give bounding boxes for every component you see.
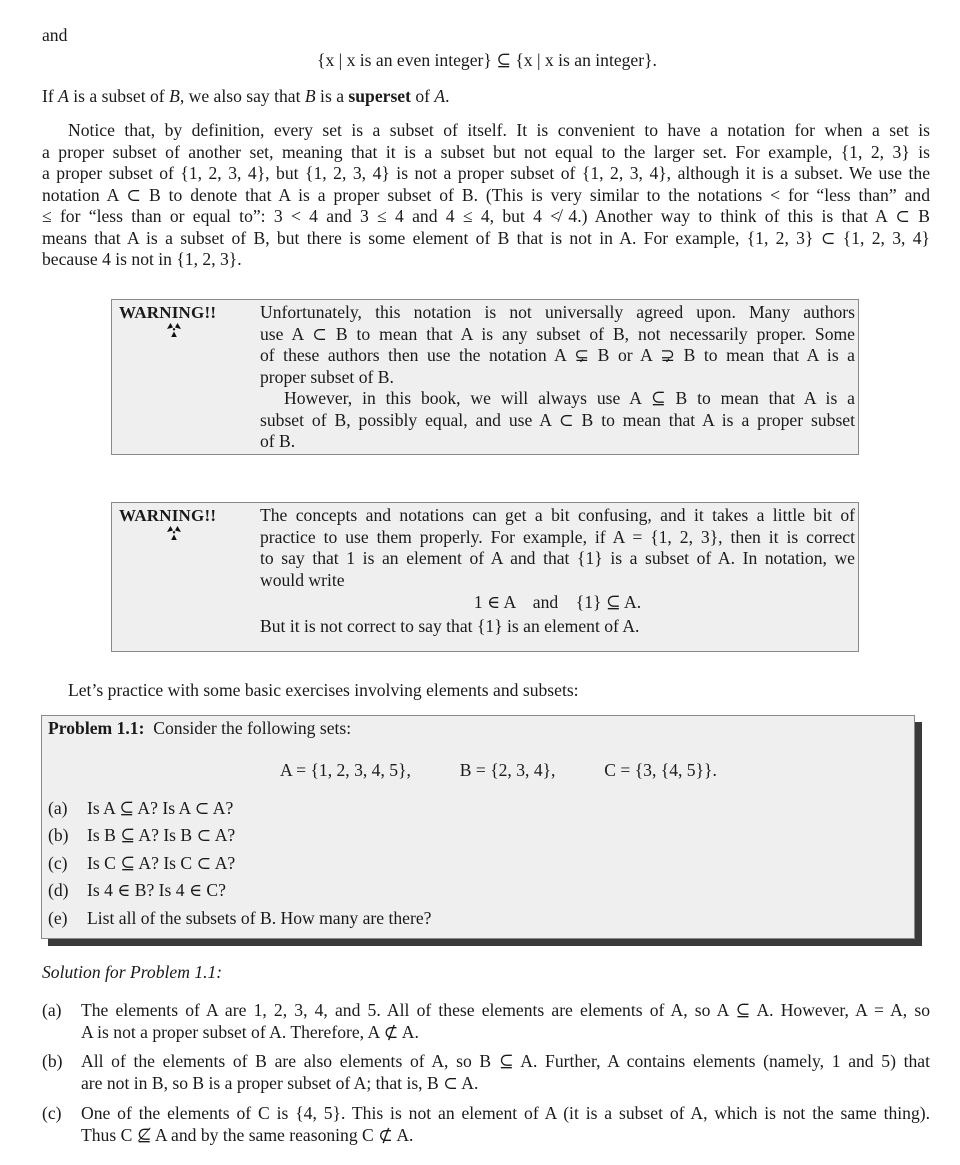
var-a: A — [434, 86, 446, 106]
warning-box-elements-vs-subsets — [111, 502, 859, 652]
solution-line: are not in B, so B is a proper subset of A; that is, B ⊂ A. — [81, 1072, 479, 1093]
part-text: Is A ⊆ A? Is A ⊂ A? — [87, 798, 234, 818]
warning-label: WARNING!! — [119, 506, 217, 525]
warning-line: subset of B, possibly equal, and use A ⊂ B to mean that A is a proper subset — [260, 409, 855, 430]
part-text — [81, 1103, 930, 1146]
part-label: (e) — [48, 908, 68, 928]
paragraph-line: Notice that, by definition, every set is a subset of itself. It is convenient to have a notation for when a set is — [68, 120, 930, 140]
var-b: B — [304, 86, 316, 106]
solution-line: A is not a proper subset of A. Therefore, A ⊄ A. — [81, 1021, 419, 1042]
warning-box-notation — [111, 299, 859, 455]
warning-line: of B. — [260, 431, 296, 451]
practice-intro: Let’s practice with some basic exercises involving elements and subsets: — [68, 680, 579, 700]
part-text — [81, 1051, 930, 1094]
set-b: B = {2, 3, 4}, — [459, 760, 556, 780]
warning-display-math: 1 ∈ A and {1} ⊆ A. — [473, 592, 642, 612]
warning-line: Unfortunately, this notation is not universally agreed upon. Many authors — [260, 302, 855, 322]
problem-part-d — [48, 880, 226, 902]
set-c: C = {3, {4, 5}}. — [604, 760, 717, 780]
solution-line: One of the elements of C is {4, 5}. This is not an element of A (it is a subset of A, which is not the same thing). — [81, 1103, 930, 1123]
part-text: Is C ⊆ A? Is C ⊂ A? — [87, 853, 236, 873]
part-label: (d) — [48, 880, 69, 900]
warning-label: WARNING!! — [119, 303, 217, 322]
part-text: Is 4 ∈ B? Is 4 ∈ C? — [87, 880, 226, 900]
warning-line: to say that 1 is an element of A and that {1} is a subset of A. In notation, we — [260, 548, 855, 568]
problem-part-b — [48, 825, 235, 847]
problem-box — [41, 715, 915, 939]
term-superset: superset — [348, 86, 411, 106]
problem-prompt: Consider the following sets: — [153, 718, 352, 738]
part-text — [81, 1000, 930, 1043]
warning-body — [260, 505, 855, 637]
paragraph-line: notation A ⊂ B to denote that A is a proper subset of B. (This is very similar to the notations < for “less than” and — [42, 184, 930, 205]
solution-heading: Solution for Problem 1.1: — [42, 962, 223, 982]
problem-title: Problem 1.1: — [48, 718, 145, 738]
part-label: (b) — [48, 825, 69, 845]
part-label: (a) — [42, 1000, 62, 1020]
part-text: Is B ⊆ A? Is B ⊂ A? — [87, 825, 236, 845]
paragraph-line: means that A is a subset of B, but there is some element of B that is not in A. For example, {1, 2, 3} ⊂ {1, 2, 3, 4} — [42, 227, 930, 248]
radiation-icon — [166, 525, 182, 541]
problem-header — [48, 718, 351, 740]
superset-definition — [42, 86, 450, 108]
solution-line: Thus C ⊈ A and by the same reasoning C ⊄ A. — [81, 1124, 414, 1145]
warning-line: proper subset of B. — [260, 366, 394, 387]
solution-line: All of the elements of B are also elements of A, so B ⊆ A. Further, A contains elements (namely, 1 and 5) that — [81, 1051, 930, 1071]
text: . — [445, 86, 450, 106]
part-label: (c) — [48, 853, 68, 873]
problem-part-e — [48, 908, 431, 930]
display-equation-even-integers: {x | x is an even integer} ⊆ {x | x is an integer}. — [317, 50, 657, 70]
text: If — [42, 86, 59, 106]
proper-subset-paragraph — [42, 120, 930, 271]
text: , we also say that — [179, 86, 305, 106]
problem-sets — [280, 760, 717, 782]
text: of — [410, 86, 435, 106]
var-a: A — [58, 86, 69, 106]
warning-line: However, in this book, we will always use A ⊆ B to mean that A is a — [284, 388, 855, 408]
warning-line: practice to use them properly. For example, if A = {1, 2, 3}, then it is correct — [260, 526, 855, 547]
part-label: (c) — [42, 1103, 62, 1123]
warning-line: But it is not correct to say that {1} is an element of A. — [260, 615, 640, 636]
paragraph-line: a proper subset of another set, meaning that it is a subset but not equal to the larger set. For example, {1, 2, 3} is — [42, 141, 930, 162]
part-text: List all of the subsets of B. How many are there? — [87, 908, 432, 928]
paragraph-line: ≤ for “less than or equal to”: 3 < 4 and 3 ≤ 4 and 4 ≤ 4, but 4 ≮ 4.) Another way to think of this is that A ⊂ B — [42, 206, 930, 226]
part-label: (b) — [42, 1051, 63, 1071]
var-b: B — [169, 86, 180, 106]
part-label: (a) — [48, 798, 68, 818]
paragraph-line: a proper subset of {1, 2, 3, 4}, but {1, 2, 3, 4} is not a proper subset of {1, 2, 3, 4}, although it is a subset. We use the — [42, 163, 930, 183]
warning-body — [260, 302, 855, 453]
radiation-icon — [166, 322, 182, 338]
solution-line: The elements of A are 1, 2, 3, 4, and 5. All of these elements are elements of A, so A ⊆ A. However, A = A, so — [81, 1000, 930, 1020]
problem-part-a — [48, 798, 233, 820]
paragraph-line: because 4 is not in {1, 2, 3}. — [42, 249, 242, 269]
problem-part-c — [48, 853, 235, 875]
warning-line: would write — [260, 569, 345, 590]
warning-line: of these authors then use the notation A ⊊ B or A ⊋ B to mean that A is a — [260, 345, 855, 365]
warning-line: use A ⊂ B to mean that A is any subset of B, not necessarily proper. Some — [260, 323, 855, 344]
text: is a — [315, 86, 349, 106]
warning-line: The concepts and notations can get a bit confusing, and it takes a little bit of — [260, 505, 855, 525]
and-word: and — [42, 25, 68, 45]
set-a: A = {1, 2, 3, 4, 5}, — [280, 760, 411, 780]
text: is a subset of — [68, 86, 170, 106]
